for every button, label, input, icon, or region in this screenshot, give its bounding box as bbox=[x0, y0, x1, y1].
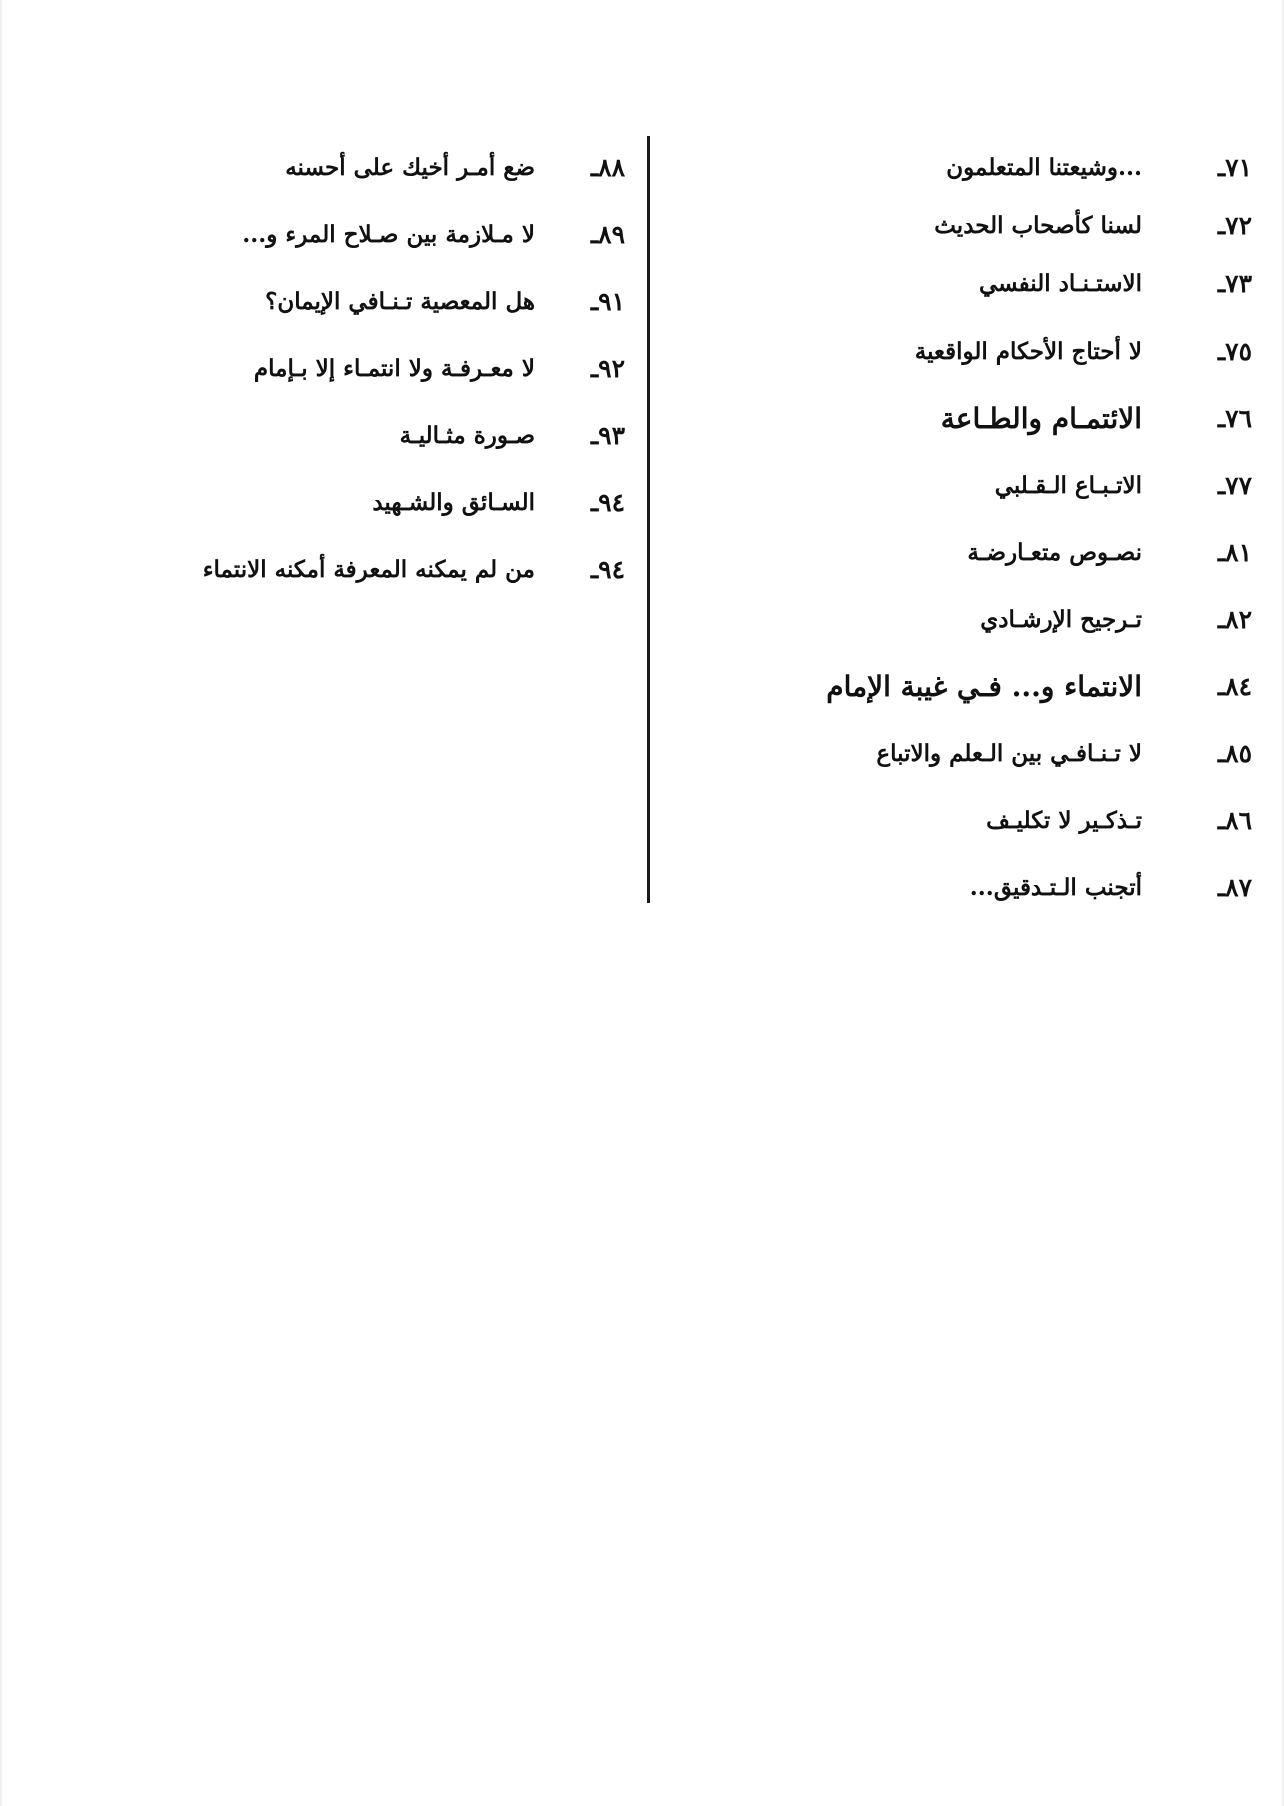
toc-entry-title: هل المعصية تـنـافي الإيمان؟ bbox=[265, 288, 535, 315]
toc-entry-title: لا معـرفـة ولا انتمـاء إلا بـإمام bbox=[253, 355, 535, 382]
toc-entry-title: لا أحتاج الأحكام الواقعية bbox=[914, 338, 1142, 365]
toc-entry-number: ٧٦ـ bbox=[1217, 404, 1252, 433]
toc-entry-title: السـائق والشـهيد bbox=[372, 489, 535, 516]
toc-entry[interactable] bbox=[650, 595, 1284, 645]
toc-entry-title: تـذكـير لا تكليـف bbox=[986, 807, 1142, 834]
toc-entry[interactable] bbox=[0, 277, 650, 327]
toc-entry-number: ٧٥ـ bbox=[1217, 337, 1252, 366]
toc-entry-title: تـرجيح الإرشـادي bbox=[980, 606, 1142, 633]
toc-entry-number: ٨٦ـ bbox=[1217, 806, 1252, 835]
toc-entry-title: الاستـنـاد النفسي bbox=[978, 270, 1142, 297]
toc-entry[interactable] bbox=[650, 729, 1284, 779]
toc-entry-number: ٨١ـ bbox=[1217, 538, 1252, 567]
toc-entry[interactable] bbox=[0, 344, 650, 394]
toc-entry[interactable] bbox=[650, 143, 1284, 193]
toc-right-column bbox=[650, 0, 1284, 1806]
toc-entry-number: ٧٣ـ bbox=[1217, 269, 1252, 298]
toc-entry-number: ٩٤ـ bbox=[590, 555, 625, 584]
toc-entry-title: ضع أمـر أخيك على أحسنه bbox=[285, 154, 535, 181]
toc-entry-number: ٨٥ـ bbox=[1217, 739, 1252, 768]
toc-entry[interactable] bbox=[650, 394, 1284, 444]
toc-entry-number: ٧٢ـ bbox=[1217, 211, 1252, 240]
toc-entry-title: أتجنب الـتـدقيق... bbox=[969, 874, 1142, 901]
toc-entry-number: ٧٧ـ bbox=[1217, 471, 1252, 500]
toc-entry-number: ٩٤ـ bbox=[590, 488, 625, 517]
toc-entry-title: من لم يمكنه المعرفة أمكنه الانتماء bbox=[202, 556, 535, 583]
toc-entry-number: ٨٨ـ bbox=[590, 153, 625, 182]
toc-entry-title: الانتماء و... فـي غيبة الإمام bbox=[826, 670, 1142, 703]
toc-entry-title: نصـوص متعـارضـة bbox=[967, 539, 1142, 566]
toc-entry-number: ٨٩ـ bbox=[590, 220, 625, 249]
toc-entry[interactable] bbox=[650, 201, 1284, 251]
toc-entry-title: صـورة مثـاليـة bbox=[399, 422, 535, 449]
toc-entry[interactable] bbox=[650, 796, 1284, 846]
toc-entry[interactable] bbox=[0, 143, 650, 193]
toc-entry[interactable] bbox=[0, 210, 650, 260]
toc-entry-number: ٨٧ـ bbox=[1217, 873, 1252, 902]
toc-entry[interactable] bbox=[0, 478, 650, 528]
toc-entry[interactable] bbox=[650, 528, 1284, 578]
toc-entry-number: ٩٢ـ bbox=[590, 354, 625, 383]
toc-entry[interactable] bbox=[650, 662, 1284, 712]
toc-entry-number: ٨٤ـ bbox=[1217, 672, 1252, 701]
toc-entry-title: الائتمـام والطـاعة bbox=[940, 402, 1142, 435]
toc-entry[interactable] bbox=[650, 259, 1284, 309]
toc-entry-title: الاتـبـاع الـقـلبي bbox=[994, 472, 1142, 499]
toc-entry-number: ٨٢ـ bbox=[1217, 605, 1252, 634]
toc-entry-number: ٩١ـ bbox=[590, 287, 625, 316]
toc-entry-number: ٩٣ـ bbox=[590, 421, 625, 450]
toc-entry-title: لسنا كأصحاب الحديث bbox=[934, 212, 1142, 239]
toc-entry[interactable] bbox=[0, 545, 650, 595]
toc-entry[interactable] bbox=[650, 863, 1284, 913]
toc-entry-title: ...وشيعتنا المتعلمون bbox=[946, 154, 1142, 181]
toc-entry[interactable] bbox=[0, 411, 650, 461]
toc-entry[interactable] bbox=[650, 461, 1284, 511]
toc-entry-number: ٧١ـ bbox=[1217, 153, 1252, 182]
toc-entry-title: لا مـلازمة بين صـلاح المرء و... bbox=[242, 221, 535, 248]
toc-entry-title: لا تـنـافـي بين الـعلم والاتباع bbox=[876, 740, 1142, 767]
toc-entry[interactable] bbox=[650, 327, 1284, 377]
